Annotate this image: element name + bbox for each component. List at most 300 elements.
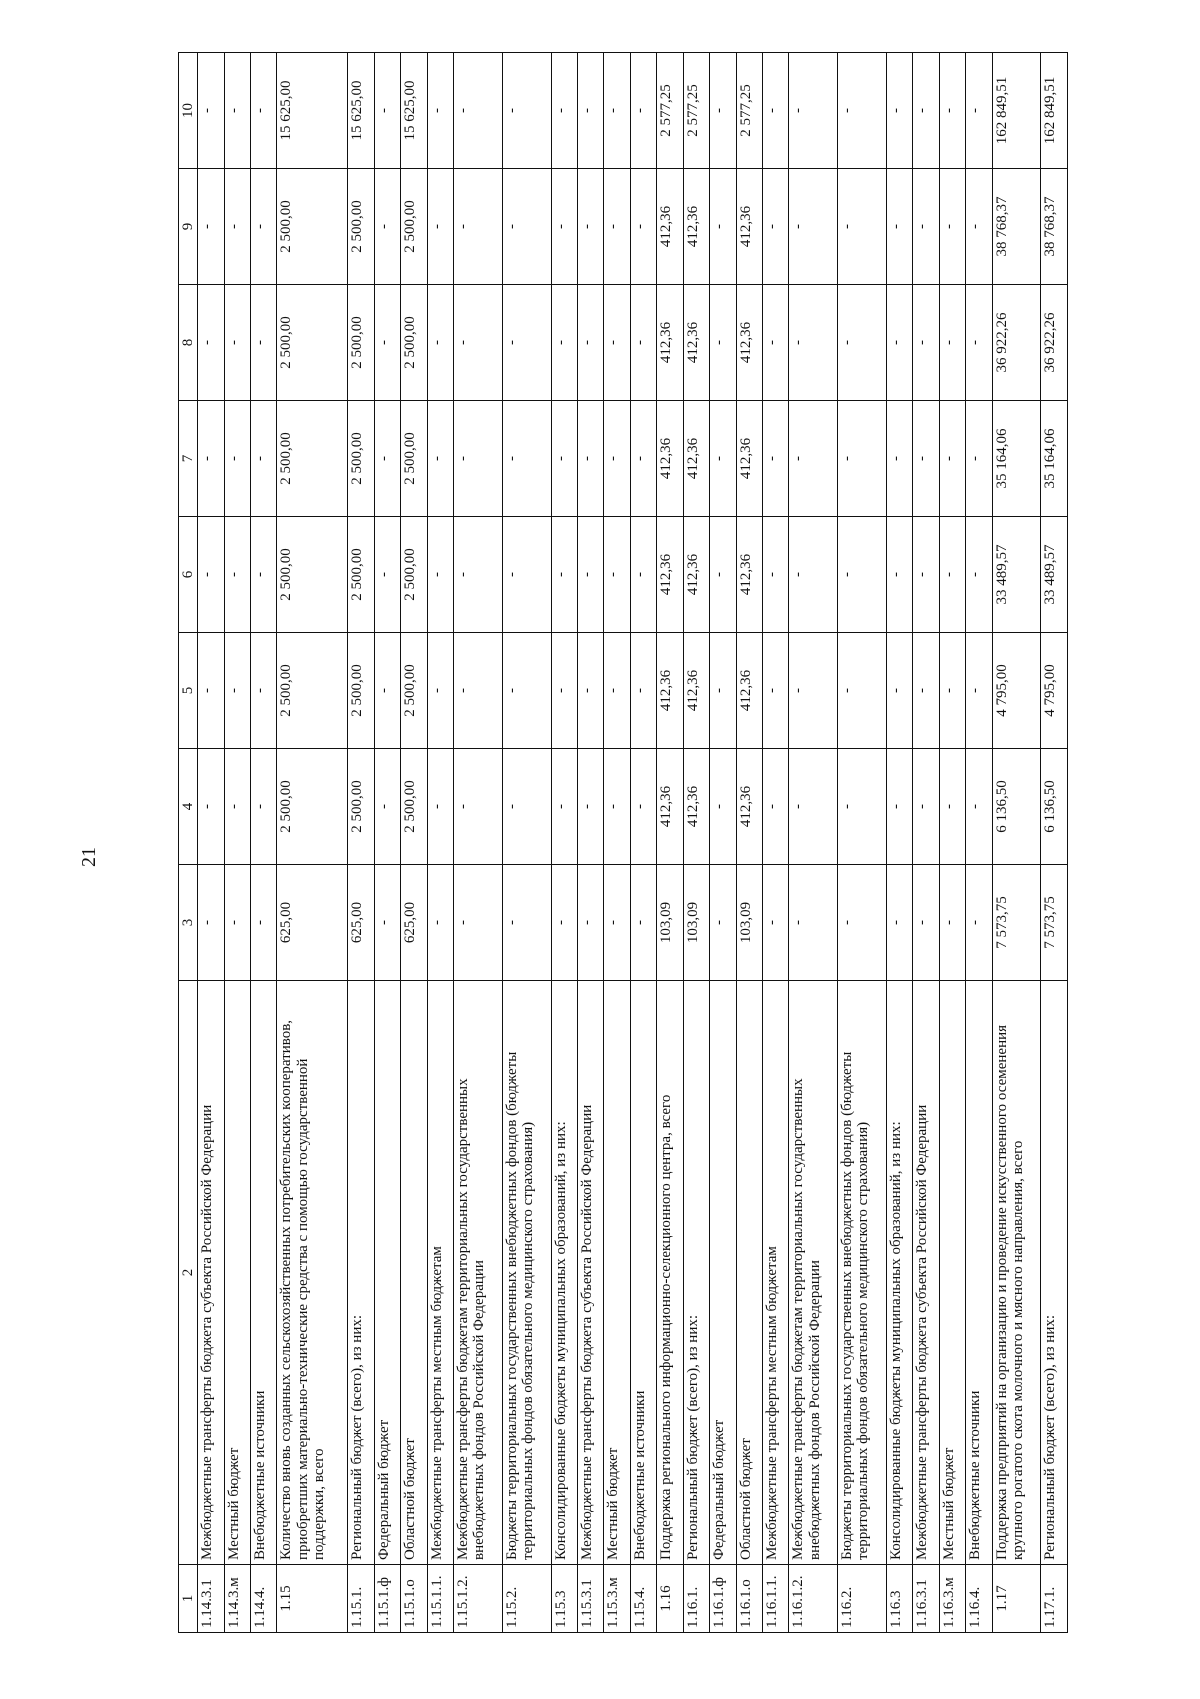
row-code: 1.14.3.м xyxy=(224,1565,250,1633)
column-header: 4 xyxy=(179,749,198,865)
row-value: - xyxy=(502,53,551,169)
row-name: Консолидированные бюджеты муниципальных образований, из них: xyxy=(886,981,912,1565)
row-value: - xyxy=(966,53,992,169)
row-value: - xyxy=(251,53,277,169)
row-value: 36 922,26 xyxy=(1041,285,1068,401)
row-value: - xyxy=(630,865,656,981)
table-row xyxy=(683,53,709,1633)
row-value: 412,36 xyxy=(683,401,709,517)
row-value: - xyxy=(838,53,887,169)
row-value: - xyxy=(604,53,630,169)
row-value: - xyxy=(502,169,551,285)
table-row xyxy=(454,53,503,1633)
row-value: - xyxy=(454,517,503,633)
row-name: Местный бюджет xyxy=(224,981,250,1565)
row-value: - xyxy=(913,53,939,169)
row-value: 38 768,37 xyxy=(1041,169,1068,285)
row-value: - xyxy=(966,865,992,981)
row-value: - xyxy=(710,401,736,517)
row-code: 1.15.1.о xyxy=(401,1565,427,1633)
row-value: - xyxy=(789,865,838,981)
row-value: - xyxy=(198,53,224,169)
table-row xyxy=(1041,53,1068,1633)
row-value: - xyxy=(224,633,250,749)
row-value: - xyxy=(886,401,912,517)
row-value: 412,36 xyxy=(657,749,683,865)
row-value: - xyxy=(789,285,838,401)
row-value: - xyxy=(224,53,250,169)
row-value: - xyxy=(454,633,503,749)
row-value: 2 500,00 xyxy=(348,169,374,285)
row-value: - xyxy=(578,285,604,401)
table-row xyxy=(277,53,348,1633)
row-value: 7 573,75 xyxy=(1041,865,1068,981)
row-value: - xyxy=(198,169,224,285)
row-value: - xyxy=(939,749,965,865)
row-value: 103,09 xyxy=(736,865,762,981)
row-value: - xyxy=(454,401,503,517)
row-value: - xyxy=(502,285,551,401)
row-code: 1.16.1.2. xyxy=(789,1565,838,1633)
row-value: 412,36 xyxy=(683,285,709,401)
row-name: Межбюджетные трансферты бюджета субъекта Российской Федерации xyxy=(913,981,939,1565)
row-name: Местный бюджет xyxy=(939,981,965,1565)
column-header: 10 xyxy=(179,53,198,169)
row-name: Межбюджетные трансферты бюджета субъекта Российской Федерации xyxy=(198,981,224,1565)
row-value: - xyxy=(198,749,224,865)
row-value: - xyxy=(789,633,838,749)
column-header: 9 xyxy=(179,169,198,285)
row-value: 412,36 xyxy=(657,169,683,285)
row-code: 1.16.3.м xyxy=(939,1565,965,1633)
row-code: 1.16 xyxy=(657,1565,683,1633)
row-value: - xyxy=(838,865,887,981)
row-value: - xyxy=(427,401,453,517)
row-value: - xyxy=(762,285,788,401)
row-value: - xyxy=(551,285,577,401)
row-value: - xyxy=(913,285,939,401)
row-value: - xyxy=(551,169,577,285)
row-value: - xyxy=(939,865,965,981)
row-value: 625,00 xyxy=(401,865,427,981)
row-value: 2 500,00 xyxy=(401,633,427,749)
table-row xyxy=(838,53,887,1633)
row-value: 36 922,26 xyxy=(992,285,1041,401)
row-code: 1.15.3.1 xyxy=(578,1565,604,1633)
row-value: - xyxy=(374,53,400,169)
row-name: Межбюджетные трансферты бюджетам территориальных государственных внебюджетных фондов Российской Федерации xyxy=(454,981,503,1565)
row-value: - xyxy=(789,749,838,865)
row-value: - xyxy=(198,517,224,633)
row-value: - xyxy=(551,517,577,633)
row-value: 625,00 xyxy=(277,865,348,981)
row-value: - xyxy=(886,749,912,865)
row-value: - xyxy=(502,401,551,517)
row-value: - xyxy=(502,865,551,981)
row-value: - xyxy=(838,517,887,633)
row-name: Поддержка предприятий на организацию и проведение искусственного осеменения крупного рогатого скота молочного и мясного направления, всего xyxy=(992,981,1041,1565)
row-value: - xyxy=(454,169,503,285)
row-code: 1.14.3.1 xyxy=(198,1565,224,1633)
row-value: 2 577,25 xyxy=(657,53,683,169)
row-value: - xyxy=(454,285,503,401)
row-value: 2 577,25 xyxy=(683,53,709,169)
row-value: 33 489,57 xyxy=(1041,517,1068,633)
row-code: 1.16.1.1. xyxy=(762,1565,788,1633)
row-value: 2 500,00 xyxy=(401,285,427,401)
row-value: - xyxy=(630,285,656,401)
row-value: - xyxy=(578,517,604,633)
row-code: 1.16.3 xyxy=(886,1565,912,1633)
row-code: 1.17.1. xyxy=(1041,1565,1068,1633)
row-value: 15 625,00 xyxy=(348,53,374,169)
row-value: - xyxy=(198,401,224,517)
row-name: Внебюджетные источники xyxy=(251,981,277,1565)
row-value: 2 500,00 xyxy=(348,285,374,401)
row-value: 2 500,00 xyxy=(277,169,348,285)
row-code: 1.15.3.м xyxy=(604,1565,630,1633)
table-row xyxy=(578,53,604,1633)
row-value: 4 795,00 xyxy=(992,633,1041,749)
row-value: - xyxy=(427,865,453,981)
header-row xyxy=(179,53,198,1633)
row-value: - xyxy=(838,401,887,517)
row-value: 2 500,00 xyxy=(277,285,348,401)
row-value: 2 500,00 xyxy=(348,517,374,633)
row-name: Внебюджетные источники xyxy=(966,981,992,1565)
row-value: 2 500,00 xyxy=(277,749,348,865)
row-value: - xyxy=(454,53,503,169)
row-value: - xyxy=(913,865,939,981)
row-value: - xyxy=(251,633,277,749)
row-value: - xyxy=(966,285,992,401)
row-value: - xyxy=(913,749,939,865)
row-value: 2 500,00 xyxy=(277,401,348,517)
table-body xyxy=(198,53,1068,1633)
row-value: - xyxy=(789,517,838,633)
row-value: - xyxy=(604,633,630,749)
row-value: - xyxy=(198,633,224,749)
row-value: - xyxy=(604,169,630,285)
row-value: - xyxy=(427,517,453,633)
row-value: 412,36 xyxy=(683,169,709,285)
row-value: - xyxy=(551,53,577,169)
row-value: - xyxy=(789,169,838,285)
row-name: Межбюджетные трансферты бюджета субъекта Российской Федерации xyxy=(578,981,604,1565)
table-row xyxy=(224,53,250,1633)
column-header: 2 xyxy=(179,981,198,1565)
row-value: - xyxy=(762,169,788,285)
row-value: 2 500,00 xyxy=(401,517,427,633)
row-value: - xyxy=(838,633,887,749)
row-value: - xyxy=(502,633,551,749)
row-value: - xyxy=(966,169,992,285)
row-value: 2 500,00 xyxy=(348,749,374,865)
column-header: 1 xyxy=(179,1565,198,1633)
row-value: 103,09 xyxy=(683,865,709,981)
row-value: 35 164,06 xyxy=(1041,401,1068,517)
row-value: - xyxy=(374,749,400,865)
table-row xyxy=(251,53,277,1633)
table-row xyxy=(657,53,683,1633)
row-value: - xyxy=(630,401,656,517)
row-value: - xyxy=(578,53,604,169)
row-value: 2 500,00 xyxy=(401,401,427,517)
row-value: - xyxy=(630,749,656,865)
table-row xyxy=(789,53,838,1633)
row-value: - xyxy=(913,517,939,633)
row-value: 2 500,00 xyxy=(348,633,374,749)
row-value: 412,36 xyxy=(657,401,683,517)
row-value: - xyxy=(374,401,400,517)
column-header: 3 xyxy=(179,865,198,981)
row-value: - xyxy=(630,633,656,749)
row-name: Региональный бюджет (всего), из них: xyxy=(1041,981,1068,1565)
row-name: Межбюджетные трансферты местным бюджетам xyxy=(762,981,788,1565)
table-row xyxy=(198,53,224,1633)
row-value: - xyxy=(913,169,939,285)
row-value: - xyxy=(427,749,453,865)
row-code: 1.14.4. xyxy=(251,1565,277,1633)
row-code: 1.16.3.1 xyxy=(913,1565,939,1633)
row-name: Консолидированные бюджеты муниципальных образований, из них: xyxy=(551,981,577,1565)
table-row xyxy=(502,53,551,1633)
row-value: - xyxy=(762,53,788,169)
row-value: - xyxy=(578,169,604,285)
row-value: 2 577,25 xyxy=(736,53,762,169)
table-row xyxy=(939,53,965,1633)
row-value: 2 500,00 xyxy=(348,401,374,517)
row-value: - xyxy=(578,633,604,749)
row-name: Федеральный бюджет xyxy=(374,981,400,1565)
row-value: - xyxy=(551,401,577,517)
row-value: - xyxy=(198,865,224,981)
row-value: 103,09 xyxy=(657,865,683,981)
row-value: - xyxy=(502,749,551,865)
row-value: 162 849,51 xyxy=(992,53,1041,169)
row-value: - xyxy=(939,401,965,517)
row-value: 412,36 xyxy=(683,749,709,865)
row-code: 1.15.1. xyxy=(348,1565,374,1633)
row-value: - xyxy=(710,285,736,401)
row-value: - xyxy=(762,517,788,633)
budget-table xyxy=(178,52,1068,1633)
row-value: - xyxy=(604,865,630,981)
row-value: - xyxy=(198,285,224,401)
row-value: - xyxy=(224,865,250,981)
row-value: - xyxy=(710,169,736,285)
row-name: Количество вновь созданных сельскохозяйственных потребительских кооперативов, приобретших материально-технические средства с помощью государственной поддержки, всего xyxy=(277,981,348,1565)
row-code: 1.16.1.ф xyxy=(710,1565,736,1633)
row-value: - xyxy=(913,633,939,749)
row-value: - xyxy=(939,633,965,749)
row-value: - xyxy=(966,517,992,633)
row-value: 412,36 xyxy=(683,517,709,633)
row-value: - xyxy=(762,401,788,517)
table-row xyxy=(348,53,374,1633)
row-value: - xyxy=(838,285,887,401)
row-name: Местный бюджет xyxy=(604,981,630,1565)
row-name: Внебюджетные источники xyxy=(630,981,656,1565)
row-value: - xyxy=(551,749,577,865)
row-code: 1.16.4. xyxy=(966,1565,992,1633)
row-value: - xyxy=(251,749,277,865)
row-value: - xyxy=(710,517,736,633)
row-value: 15 625,00 xyxy=(277,53,348,169)
table-row xyxy=(374,53,400,1633)
row-name: Бюджеты территориальных государственных внебюджетных фондов (бюджеты территориальных фондов обязательного медицинского страхования) xyxy=(502,981,551,1565)
row-value: - xyxy=(578,401,604,517)
row-value: - xyxy=(838,169,887,285)
row-value: 2 500,00 xyxy=(277,517,348,633)
row-value: - xyxy=(789,401,838,517)
row-value: - xyxy=(374,633,400,749)
row-code: 1.16.1.о xyxy=(736,1565,762,1633)
row-value: - xyxy=(789,53,838,169)
row-value: - xyxy=(630,53,656,169)
row-value: - xyxy=(224,169,250,285)
row-value: - xyxy=(630,169,656,285)
row-value: - xyxy=(966,633,992,749)
row-value: - xyxy=(838,749,887,865)
row-value: - xyxy=(604,401,630,517)
page-number: 21 xyxy=(78,847,100,867)
row-value: - xyxy=(710,749,736,865)
row-value: - xyxy=(427,285,453,401)
row-code: 1.15.2. xyxy=(502,1565,551,1633)
row-value: - xyxy=(374,169,400,285)
row-value: - xyxy=(762,749,788,865)
row-value: - xyxy=(251,285,277,401)
table-row xyxy=(992,53,1041,1633)
table-row xyxy=(710,53,736,1633)
row-value: - xyxy=(374,865,400,981)
row-value: - xyxy=(966,749,992,865)
table-row xyxy=(913,53,939,1633)
row-value: - xyxy=(427,169,453,285)
row-value: 412,36 xyxy=(736,633,762,749)
row-value: 2 500,00 xyxy=(277,633,348,749)
row-name: Межбюджетные трансферты бюджетам территориальных государственных внебюджетных фондов Российской Федерации xyxy=(789,981,838,1565)
row-value: - xyxy=(551,865,577,981)
row-value: - xyxy=(710,53,736,169)
row-value: - xyxy=(578,865,604,981)
table-row xyxy=(604,53,630,1633)
row-value: 412,36 xyxy=(736,749,762,865)
row-code: 1.15.1.1. xyxy=(427,1565,453,1633)
row-name: Межбюджетные трансферты местным бюджетам xyxy=(427,981,453,1565)
row-value: 33 489,57 xyxy=(992,517,1041,633)
table-row xyxy=(736,53,762,1633)
rotated-table-wrapper xyxy=(178,53,1068,1633)
row-value: - xyxy=(886,517,912,633)
row-code: 1.15.1.2. xyxy=(454,1565,503,1633)
row-value: 412,36 xyxy=(657,517,683,633)
row-value: 412,36 xyxy=(657,633,683,749)
row-value: - xyxy=(939,285,965,401)
row-value: - xyxy=(604,749,630,865)
column-header: 7 xyxy=(179,401,198,517)
row-value: - xyxy=(710,633,736,749)
row-value: - xyxy=(939,53,965,169)
row-code: 1.15.1.ф xyxy=(374,1565,400,1633)
row-value: - xyxy=(454,865,503,981)
row-value: 7 573,75 xyxy=(992,865,1041,981)
row-value: - xyxy=(374,285,400,401)
row-name: Областной бюджет xyxy=(401,981,427,1565)
row-value: 2 500,00 xyxy=(401,749,427,865)
row-code: 1.17 xyxy=(992,1565,1041,1633)
row-value: 625,00 xyxy=(348,865,374,981)
row-value: - xyxy=(604,517,630,633)
table-row xyxy=(762,53,788,1633)
row-code: 1.15.4. xyxy=(630,1565,656,1633)
row-value: - xyxy=(886,865,912,981)
table-row xyxy=(427,53,453,1633)
row-value: 35 164,06 xyxy=(992,401,1041,517)
row-value: - xyxy=(251,517,277,633)
row-value: 412,36 xyxy=(736,517,762,633)
row-value: - xyxy=(886,285,912,401)
row-value: - xyxy=(224,749,250,865)
row-value: 38 768,37 xyxy=(992,169,1041,285)
row-name: Региональный бюджет (всего), из них: xyxy=(683,981,709,1565)
row-value: - xyxy=(224,401,250,517)
row-code: 1.15.3 xyxy=(551,1565,577,1633)
row-name: Областной бюджет xyxy=(736,981,762,1565)
row-value: 162 849,51 xyxy=(1041,53,1068,169)
column-header: 8 xyxy=(179,285,198,401)
row-value: - xyxy=(710,865,736,981)
row-value: - xyxy=(913,401,939,517)
row-value: - xyxy=(502,517,551,633)
row-value: - xyxy=(939,517,965,633)
row-value: 15 625,00 xyxy=(401,53,427,169)
row-value: - xyxy=(966,401,992,517)
row-value: 6 136,50 xyxy=(992,749,1041,865)
column-header: 5 xyxy=(179,633,198,749)
row-value: - xyxy=(762,865,788,981)
row-value: 412,36 xyxy=(736,169,762,285)
row-value: 412,36 xyxy=(736,285,762,401)
row-name: Поддержка регионального информационно-селекционного центра, всего xyxy=(657,981,683,1565)
row-value: - xyxy=(251,865,277,981)
row-code: 1.15 xyxy=(277,1565,348,1633)
row-value: - xyxy=(630,517,656,633)
row-value: - xyxy=(427,53,453,169)
row-value: 6 136,50 xyxy=(1041,749,1068,865)
row-name: Бюджеты территориальных государственных внебюджетных фондов (бюджеты территориальных фондов обязательного медицинского страхования) xyxy=(838,981,887,1565)
row-value: - xyxy=(886,169,912,285)
row-value: - xyxy=(886,53,912,169)
row-value: - xyxy=(762,633,788,749)
table-row xyxy=(966,53,992,1633)
row-value: 2 500,00 xyxy=(401,169,427,285)
row-value: 412,36 xyxy=(683,633,709,749)
row-value: - xyxy=(427,633,453,749)
row-value: - xyxy=(604,285,630,401)
row-name: Региональный бюджет (всего), из них: xyxy=(348,981,374,1565)
row-value: 412,36 xyxy=(657,285,683,401)
row-value: 412,36 xyxy=(736,401,762,517)
table-row xyxy=(886,53,912,1633)
row-value: - xyxy=(551,633,577,749)
table-row xyxy=(551,53,577,1633)
row-code: 1.16.2. xyxy=(838,1565,887,1633)
row-value: - xyxy=(251,401,277,517)
row-code: 1.16.1. xyxy=(683,1565,709,1633)
row-value: - xyxy=(251,169,277,285)
